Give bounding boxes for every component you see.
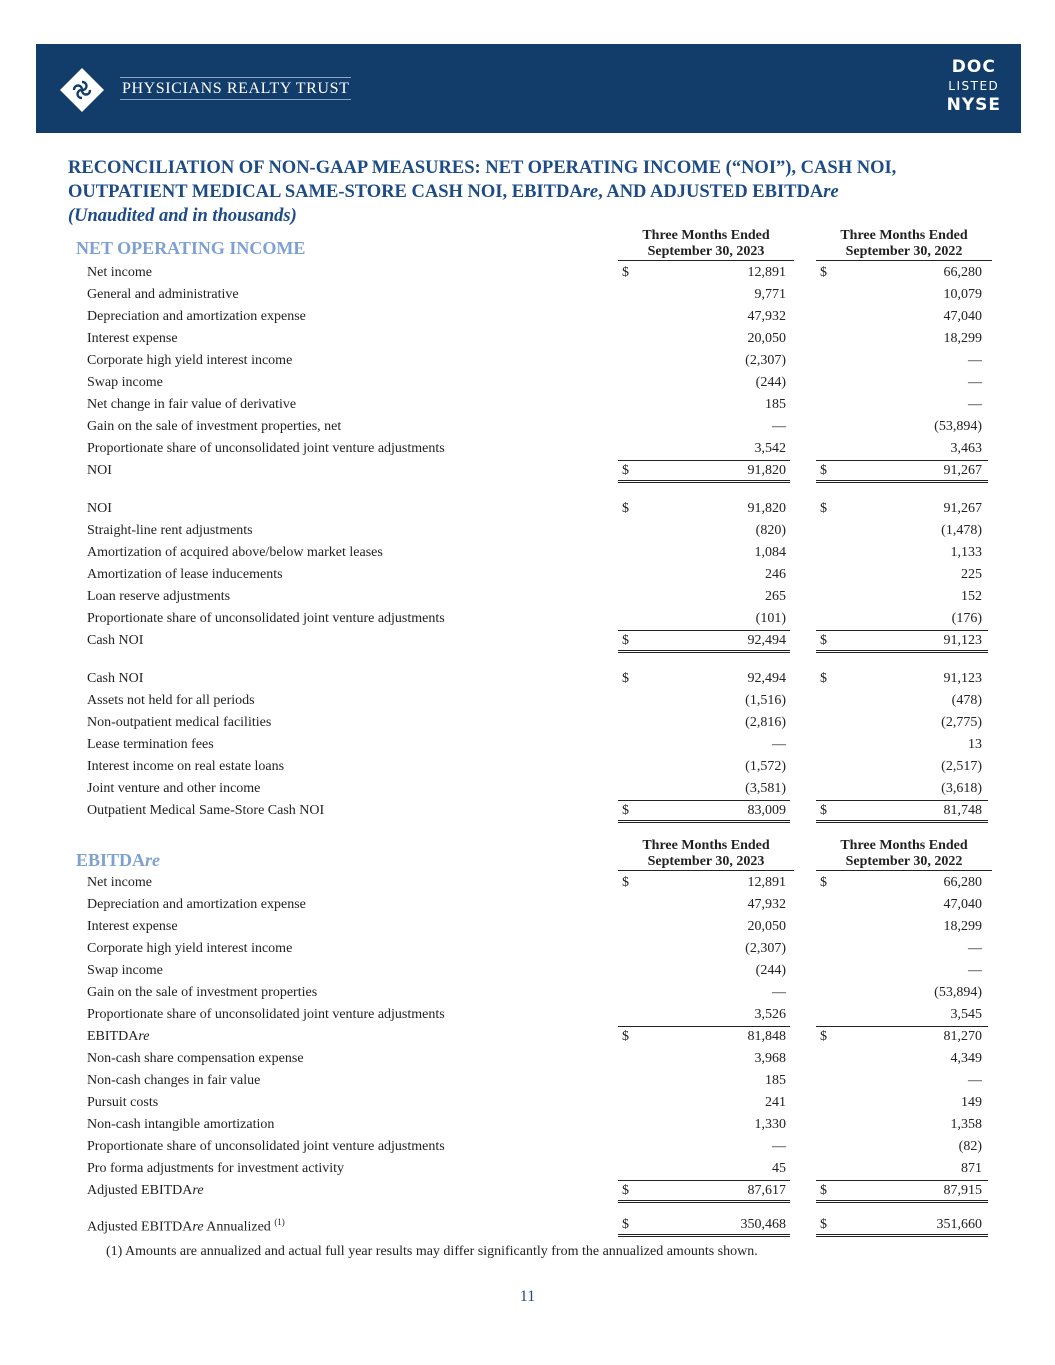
underline: [816, 630, 988, 631]
row-label: Net income: [87, 265, 152, 280]
table-row: [0, 520, 1055, 542]
table-row: [0, 608, 1055, 630]
row-label: Depreciation and amortization expense: [87, 309, 306, 324]
dollar-sign: $: [820, 875, 827, 890]
row-label: NOI: [87, 463, 112, 478]
dollar-sign: $: [820, 463, 827, 478]
underline: [618, 1180, 790, 1181]
row-label: Loan reserve adjustments: [87, 589, 231, 604]
table-row: [0, 586, 1055, 608]
table-row: [0, 1004, 1055, 1026]
underline: [816, 1026, 988, 1027]
value-2022: 91,267: [943, 501, 982, 516]
value-2022: 149: [961, 1095, 982, 1110]
row-label: Proportionate share of unconsolidated joint venture adjustments: [87, 1139, 445, 1154]
annualized-row: [0, 1214, 1055, 1236]
table-row: [0, 1180, 1055, 1202]
row-label: Non-cash intangible amortization: [87, 1117, 275, 1132]
page-title: [68, 156, 998, 228]
row-label: NOI: [87, 501, 112, 516]
table-row: [0, 1070, 1055, 1092]
value-2022: 871: [961, 1161, 982, 1176]
value-2023: (244): [755, 963, 786, 978]
table-row: [0, 1092, 1055, 1114]
value-2023: 81,848: [747, 1029, 786, 1044]
col-header-2023-ebitda: Three Months Ended September 30, 2023: [618, 838, 794, 871]
value-2022: (478): [951, 693, 982, 708]
dollar-sign: $: [820, 501, 827, 516]
table-row: [0, 328, 1055, 350]
double-underline: [816, 650, 988, 653]
double-underline: [816, 480, 988, 483]
row-label: Proportionate share of unconsolidated joint venture adjustments: [87, 611, 445, 626]
table-row: [0, 756, 1055, 778]
value-2022: —: [968, 353, 982, 368]
value-2023: (2,816): [745, 715, 786, 730]
title-subtitle: (Unaudited and in thousands): [68, 206, 297, 226]
table-row: [0, 1048, 1055, 1070]
value-2022: 13: [968, 737, 982, 752]
value-2022: 91,267: [943, 463, 982, 478]
row-label: Joint venture and other income: [87, 781, 261, 796]
row-label: Interest expense: [87, 919, 178, 934]
underline: [816, 800, 988, 801]
table-row: [0, 960, 1055, 982]
value-2023: 9,771: [754, 287, 786, 302]
underline: [618, 630, 790, 631]
row-label: EBITDAre: [87, 1029, 150, 1044]
dollar-sign: $: [622, 265, 629, 280]
value-2023: 1,330: [754, 1117, 786, 1132]
underline: [816, 460, 988, 461]
value-2023: 91,820: [747, 501, 786, 516]
table-row: [0, 894, 1055, 916]
value-2023: 350,468: [740, 1217, 786, 1232]
value-2023: 45: [772, 1161, 786, 1176]
value-2023: (244): [755, 375, 786, 390]
value-2022: 81,748: [943, 803, 982, 818]
value-2023: 3,526: [754, 1007, 786, 1022]
row-label: Corporate high yield interest income: [87, 353, 293, 368]
table-row: [0, 498, 1055, 520]
dollar-sign: $: [622, 1029, 629, 1044]
value-2023: 47,932: [747, 897, 786, 912]
table-row: [0, 542, 1055, 564]
value-2022: 18,299: [943, 331, 982, 346]
value-2023: 83,009: [747, 803, 786, 818]
underline: [618, 460, 790, 461]
underline: [618, 800, 790, 801]
table-row: [0, 1026, 1055, 1048]
noi-section-heading: NET OPERATING INCOME: [76, 238, 306, 258]
dollar-sign: $: [622, 1183, 629, 1198]
company-name: PHYSICIANS REALTY TRUST: [120, 77, 351, 100]
value-2022: —: [968, 1073, 982, 1088]
value-2023: 12,891: [747, 265, 786, 280]
table-row: [0, 438, 1055, 460]
ticker-symbol: DOC: [951, 57, 996, 77]
value-2022: (2,517): [941, 759, 982, 774]
table-row: [0, 938, 1055, 960]
row-label: Pursuit costs: [87, 1095, 159, 1110]
dollar-sign: $: [622, 803, 629, 818]
row-label: Net income: [87, 875, 152, 890]
row-label: Proportionate share of unconsolidated joint venture adjustments: [87, 441, 445, 456]
value-2023: 92,494: [747, 633, 786, 648]
table-row: [0, 306, 1055, 328]
title-line-1: RECONCILIATION OF NON-GAAP MEASURES: NET OPERATING INCOME (“NOI”), CASH NOI,: [68, 158, 897, 178]
table-row: [0, 982, 1055, 1004]
value-2023: 91,820: [747, 463, 786, 478]
value-2023: 185: [765, 397, 786, 412]
row-label: Cash NOI: [87, 633, 144, 648]
row-label: Interest expense: [87, 331, 178, 346]
table-row: [0, 734, 1055, 756]
value-2022: 1,133: [950, 545, 982, 560]
double-underline: [618, 650, 790, 653]
col-header-2023: Three Months Ended September 30, 2023: [618, 228, 794, 261]
listed-label: LISTED: [948, 79, 1000, 93]
row-label: Non-outpatient medical facilities: [87, 715, 272, 730]
value-2022: 91,123: [943, 633, 982, 648]
dollar-sign: $: [622, 463, 629, 478]
value-2022: (3,618): [941, 781, 982, 796]
table-row: [0, 372, 1055, 394]
value-2022: 3,463: [950, 441, 982, 456]
row-label: Cash NOI: [87, 671, 144, 686]
table-row: [0, 394, 1055, 416]
table-row: [0, 262, 1055, 284]
exchange-label: NYSE: [946, 95, 1001, 115]
ticker-badge: [947, 56, 1001, 116]
double-underline: [816, 1200, 988, 1203]
value-2023: —: [772, 419, 786, 434]
dollar-sign: $: [820, 803, 827, 818]
value-2023: (1,572): [745, 759, 786, 774]
row-label: Adjusted EBITDAre: [87, 1183, 204, 1198]
row-label: Lease termination fees: [87, 737, 214, 752]
double-underline: [618, 820, 790, 823]
row-label: Proportionate share of unconsolidated joint venture adjustments: [87, 1007, 445, 1022]
value-2023: (820): [755, 523, 786, 538]
value-2022: 66,280: [943, 265, 982, 280]
header-banner: [36, 44, 1021, 133]
value-2022: 66,280: [943, 875, 982, 890]
dollar-sign: $: [820, 1183, 827, 1198]
row-label: Amortization of acquired above/below market leases: [87, 545, 383, 560]
row-label: Outpatient Medical Same-Store Cash NOI: [87, 803, 325, 818]
dollar-sign: $: [622, 875, 629, 890]
value-2023: (2,307): [745, 941, 786, 956]
value-2022: —: [968, 375, 982, 390]
value-2022: 18,299: [943, 919, 982, 934]
value-2022: 91,123: [943, 671, 982, 686]
dollar-sign: $: [622, 671, 629, 686]
logo-diamond-icon: [60, 68, 104, 112]
table-row: [0, 712, 1055, 734]
value-2022: (1,478): [941, 523, 982, 538]
value-2023: (101): [755, 611, 786, 626]
value-2022: 4,349: [950, 1051, 982, 1066]
table-row: [0, 690, 1055, 712]
table-row: [0, 284, 1055, 306]
value-2022: (53,894): [934, 419, 982, 434]
row-label: Non-cash share compensation expense: [87, 1051, 304, 1066]
value-2023: (1,516): [745, 693, 786, 708]
footnote: (1) Amounts are annualized and actual full year results may differ significantly from the annualized amounts shown.: [106, 1244, 758, 1259]
row-label: Assets not held for all periods: [87, 693, 255, 708]
page-number: 11: [519, 1288, 536, 1305]
dollar-sign: $: [622, 501, 629, 516]
row-label: Depreciation and amortization expense: [87, 897, 306, 912]
row-label: Swap income: [87, 963, 163, 978]
value-2022: 3,545: [950, 1007, 982, 1022]
table-row: [0, 416, 1055, 438]
value-2022: 1,358: [950, 1117, 982, 1132]
value-2023: —: [772, 985, 786, 1000]
double-underline: [618, 1200, 790, 1203]
row-label: Gain on the sale of investment properties: [87, 985, 318, 1000]
row-label: Interest income on real estate loans: [87, 759, 285, 774]
value-2023: (3,581): [745, 781, 786, 796]
value-2022: 152: [961, 589, 982, 604]
dollar-sign: $: [820, 633, 827, 648]
value-2023: 47,932: [747, 309, 786, 324]
row-label: General and administrative: [87, 287, 239, 302]
row-label: Non-cash changes in fair value: [87, 1073, 261, 1088]
table-row: [0, 872, 1055, 894]
value-2023: 12,891: [747, 875, 786, 890]
table-row: [0, 916, 1055, 938]
value-2022: —: [968, 963, 982, 978]
table-row: [0, 1158, 1055, 1180]
row-label: Gain on the sale of investment properties, net: [87, 419, 342, 434]
value-2022: —: [968, 397, 982, 412]
value-2022: 81,270: [943, 1029, 982, 1044]
value-2022: 10,079: [943, 287, 982, 302]
table-row: [0, 564, 1055, 586]
value-2022: 47,040: [943, 897, 982, 912]
title-line-2: OUTPATIENT MEDICAL SAME-STORE CASH NOI, EBITDAre, AND ADJUSTED EBITDAre: [68, 182, 839, 202]
value-2023: 265: [765, 589, 786, 604]
value-2022: 87,915: [943, 1183, 982, 1198]
value-2023: 1,084: [754, 545, 786, 560]
value-2022: 47,040: [943, 309, 982, 324]
table-row: [0, 460, 1055, 482]
row-label: Net change in fair value of derivative: [87, 397, 297, 412]
dollar-sign: $: [622, 633, 629, 648]
table-row: [0, 668, 1055, 690]
row-label: Amortization of lease inducements: [87, 567, 283, 582]
table-row: [0, 630, 1055, 652]
value-2022: (176): [951, 611, 982, 626]
value-2023: —: [772, 737, 786, 752]
dollar-sign: $: [820, 1029, 827, 1044]
double-underline: [618, 480, 790, 483]
row-label: Corporate high yield interest income: [87, 941, 293, 956]
value-2022: (82): [958, 1139, 982, 1154]
row-label: Pro forma adjustments for investment activity: [87, 1161, 345, 1176]
underline: [816, 1180, 988, 1181]
col-header-2022: Three Months Ended September 30, 2022: [816, 228, 992, 261]
underline: [618, 1026, 790, 1027]
value-2023: 92,494: [747, 671, 786, 686]
double-underline: [618, 1234, 790, 1237]
table-row: [0, 800, 1055, 822]
value-2022: 225: [961, 567, 982, 582]
col-header-2022-ebitda: Three Months Ended September 30, 2022: [816, 838, 992, 871]
value-2022: (2,775): [941, 715, 982, 730]
value-2023: 20,050: [747, 331, 786, 346]
value-2023: 3,968: [754, 1051, 786, 1066]
dollar-sign: $: [622, 1217, 629, 1232]
value-2023: 20,050: [747, 919, 786, 934]
value-2023: 185: [765, 1073, 786, 1088]
value-2023: 87,617: [747, 1183, 786, 1198]
value-2022: 351,660: [936, 1217, 982, 1232]
value-2023: —: [772, 1139, 786, 1154]
table-row: [0, 350, 1055, 372]
double-underline: [816, 820, 988, 823]
row-label: Adjusted EBITDAre Annualized $^{(1)}$: [87, 1217, 285, 1235]
value-2022: (53,894): [934, 985, 982, 1000]
dollar-sign: $: [820, 1217, 827, 1232]
dollar-sign: $: [820, 671, 827, 686]
table-row: [0, 1114, 1055, 1136]
value-2022: —: [968, 941, 982, 956]
table-row: [0, 1136, 1055, 1158]
value-2023: 241: [765, 1095, 786, 1110]
row-label: Swap income: [87, 375, 163, 390]
ebitda-section-heading: EBITDAre: [76, 850, 161, 870]
double-underline: [816, 1234, 988, 1237]
value-2023: (2,307): [745, 353, 786, 368]
dollar-sign: $: [820, 265, 827, 280]
value-2023: 246: [765, 567, 786, 582]
value-2023: 3,542: [754, 441, 786, 456]
row-label: Straight-line rent adjustments: [87, 523, 253, 538]
table-row: [0, 778, 1055, 800]
